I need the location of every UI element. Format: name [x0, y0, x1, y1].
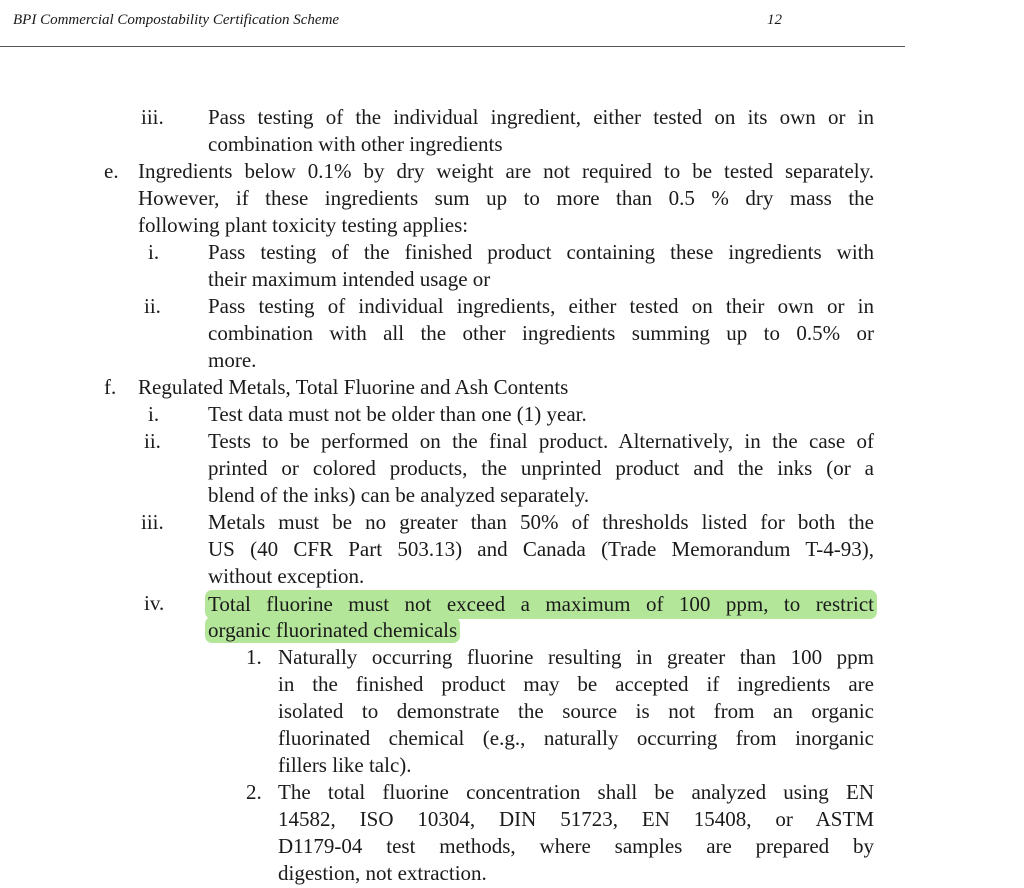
text-line: 14582, ISO 10304, DIN 51723, EN 15408, or ASTM — [278, 807, 874, 831]
text-line: Pass testing of individual ingredients, either tested on their own or in — [208, 294, 874, 318]
highlight-mark: organic fluorinated chemicals — [205, 617, 460, 643]
list-marker: 2. — [246, 780, 262, 804]
text-line: isolated to demonstrate the source is not from an organic — [278, 699, 874, 723]
list-marker: 1. — [246, 645, 262, 669]
text-line: Metals must be no greater than 50% of thresholds listed for both the — [208, 510, 874, 534]
highlight-mark: Total fluorine must not exceed a maximum of 100 ppm, to restrict — [205, 590, 877, 619]
list-marker: e. — [104, 159, 119, 183]
highlighted-text-line — [208, 617, 460, 644]
text-line: Ingredients below 0.1% by dry weight are not required to be tested separately. — [138, 159, 874, 183]
text-line: Pass testing of the finished product containing these ingredients with — [208, 240, 874, 264]
text-line: printed or colored products, the unprinted product and the inks (or a — [208, 456, 874, 480]
highlighted-text-line — [208, 590, 874, 617]
text-line: US (40 CFR Part 503.13) and Canada (Trade Memorandum T-4-93), — [208, 537, 874, 561]
text-line: Naturally occurring fluorine resulting in greater than 100 ppm — [278, 645, 874, 669]
text-line: in the finished product may be accepted if ingredients are — [278, 672, 874, 696]
header-title: BPI Commercial Compostability Certification Scheme — [13, 12, 340, 28]
section-title: Regulated Metals, Total Fluorine and Ash Contents — [138, 375, 569, 399]
text-line: without exception. — [208, 564, 365, 588]
text-line: following plant toxicity testing applies: — [138, 213, 469, 237]
list-marker: i. — [148, 240, 160, 264]
list-marker: ii. — [144, 294, 161, 318]
text-line: Pass testing of the individual ingredient, either tested on its own or in — [208, 105, 874, 129]
list-marker: i. — [148, 402, 160, 426]
text-line: fluorinated chemical (e.g., naturally occurring from inorganic — [278, 726, 874, 750]
text-line: The total fluorine concentration shall be analyzed using EN — [278, 780, 874, 804]
page-header — [0, 0, 905, 47]
list-marker: ii. — [144, 429, 161, 453]
list-marker: iii. — [141, 105, 164, 129]
text-line: digestion, not extraction. — [278, 861, 487, 885]
text-line: Test data must not be older than one (1) year. — [208, 402, 587, 426]
text-line: combination with other ingredients — [208, 132, 503, 156]
text-line: D1179-04 test methods, where samples are prepared by — [278, 834, 874, 858]
header-page-number: 12 — [767, 12, 782, 28]
text-line: fillers like talc). — [278, 753, 412, 777]
text-line: combination with all the other ingredients summing up to 0.5% or — [208, 321, 874, 345]
text-line: their maximum intended usage or — [208, 267, 491, 291]
text-line: blend of the inks) can be analyzed separately. — [208, 483, 590, 507]
list-marker: iv. — [144, 591, 165, 615]
text-line: However, if these ingredients sum up to more than 0.5 % dry mass the — [138, 186, 874, 210]
text-line: Tests to be performed on the final product. Alternatively, in the case of — [208, 429, 874, 453]
text-line: more. — [208, 348, 257, 372]
list-marker: iii. — [141, 510, 164, 534]
list-marker: f. — [104, 375, 117, 399]
